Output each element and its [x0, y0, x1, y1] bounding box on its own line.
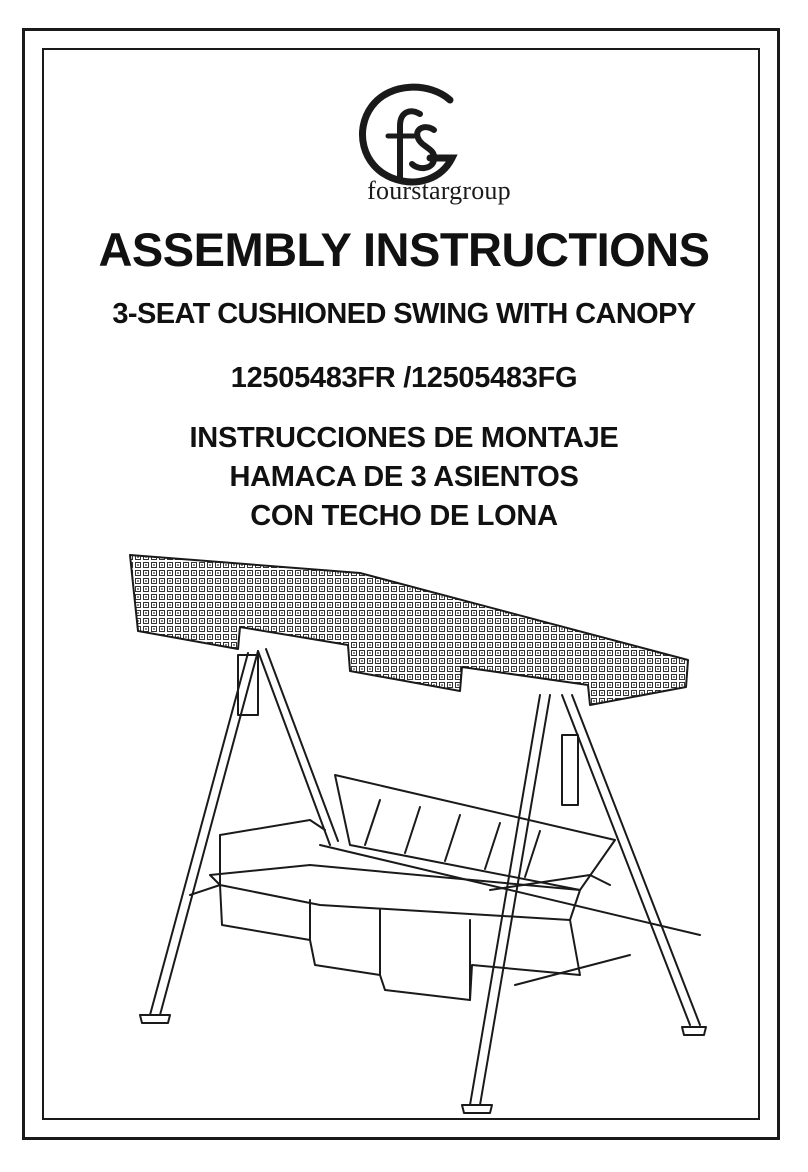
spanish-title-line-1: INSTRUCCIONES DE MONTAJE — [189, 422, 619, 454]
page-title: ASSEMBLY INSTRUCTIONS — [98, 223, 710, 276]
spanish-title-line-2: HAMACA DE 3 ASIENTOS — [229, 461, 579, 493]
canopy — [130, 555, 688, 705]
swing-illustration-icon — [110, 545, 710, 1115]
swing-back — [335, 775, 615, 890]
spanish-title-line-3: CON TECHO DE LONA — [250, 500, 558, 532]
brand-name: fourstargroup — [367, 176, 511, 205]
product-subtitle: 3-SEAT CUSHIONED SWING WITH CANOPY — [112, 298, 696, 330]
model-numbers: 12505483FR /12505483FG — [230, 362, 578, 394]
